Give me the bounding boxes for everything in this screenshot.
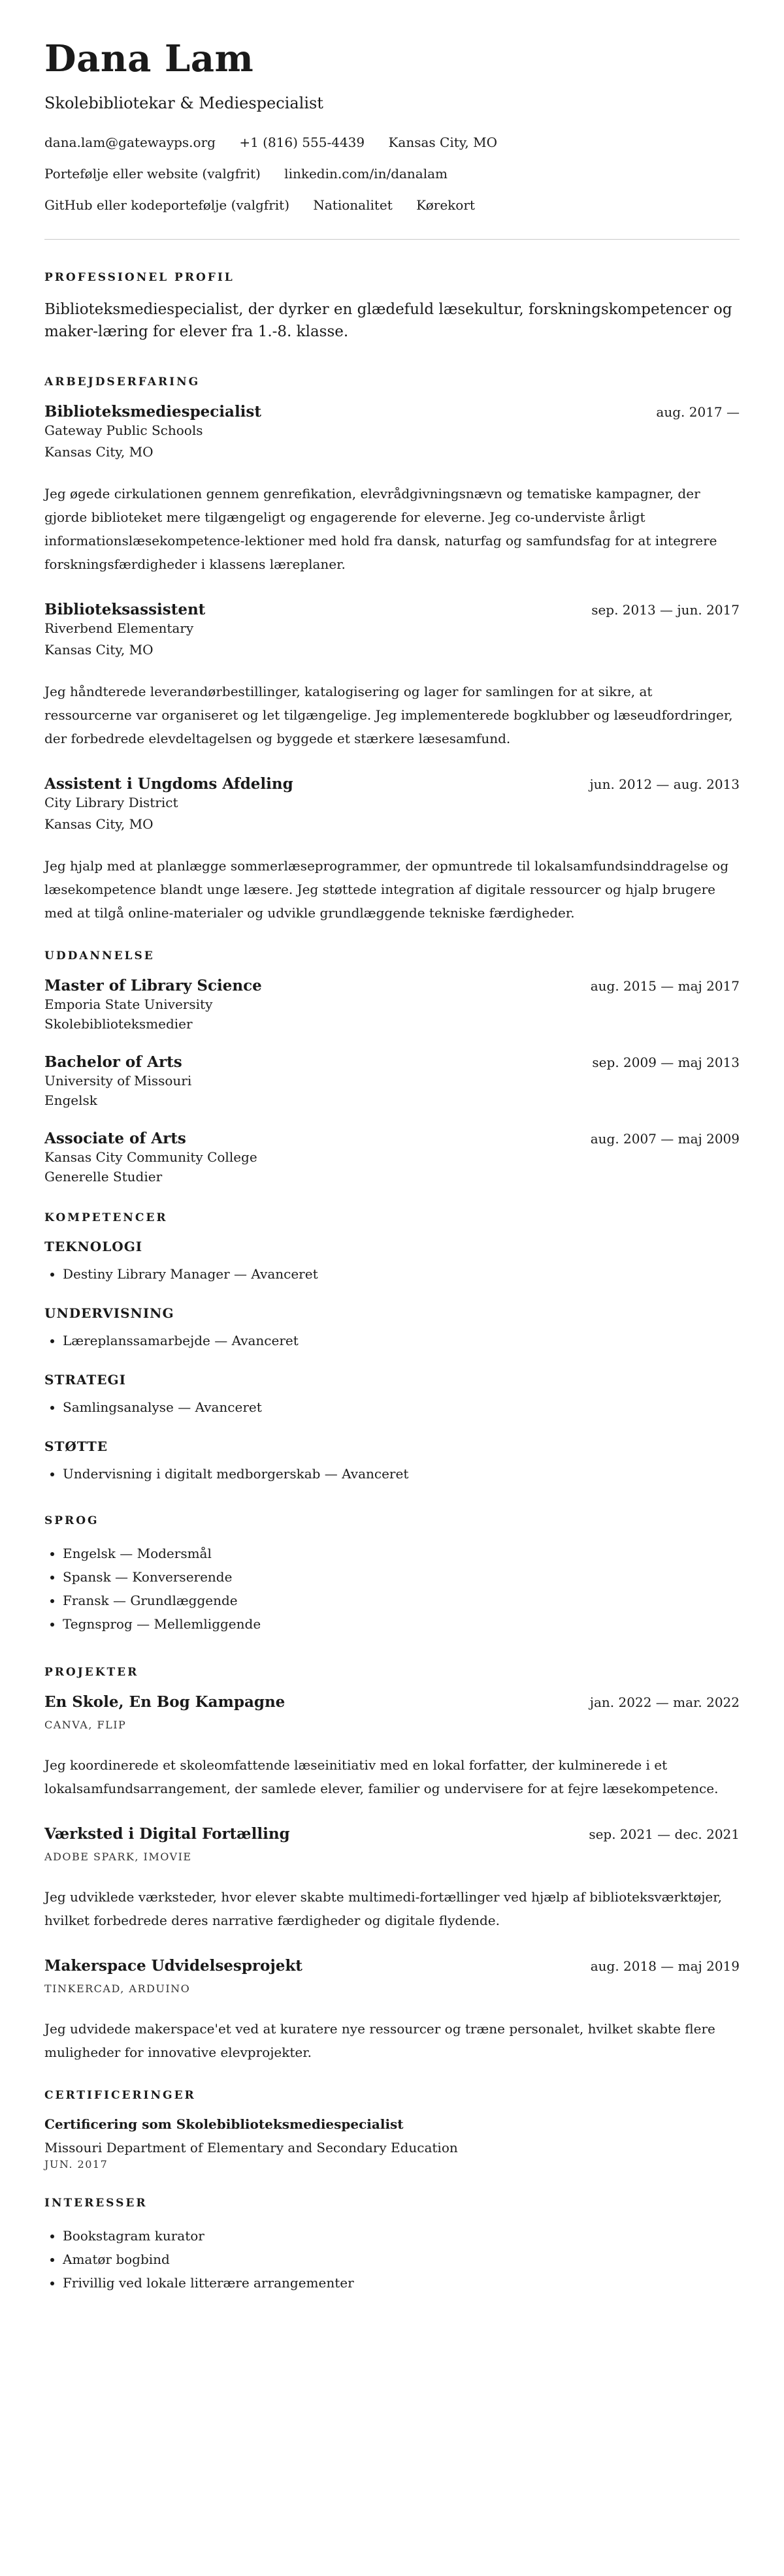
job-description: Jeg hjalp med at planlægge sommerlæseprogrammer, der opmuntrede til lokalsamfundsinddragelse og læsekompetence blandt unge læsere. Jeg støttede integration af digitale ressourcer og hjalp brugere med at tilgå online-materialer og udvikle grundlæggende tekniske færdigheder.: [44, 857, 729, 921]
profile-summary: Biblioteksmediespecialist, der dyrker en glædefuld læsekultur, forskningskompetencer og maker-læring for elever fra 1.-8. klasse.: [44, 300, 732, 340]
job-description: Jeg håndterede leverandørbestillinger, katalogisering og lager for samlingen for at sikre, at ressourcerne var organiseret og let tilgængelige. Jeg implementerede bogklubber og læseudfordringer, der forbedrede elevdeltagelsen og byggede et stærkere læsesamfund.: [44, 683, 733, 746]
study-field: Skolebiblioteksmedier: [44, 1015, 193, 1032]
language-item: • Engelsk — Modersmål: [63, 1542, 740, 1565]
language-item: • Spansk — Konverserende: [63, 1565, 740, 1589]
job-entry: [44, 403, 740, 576]
contact-row-3: [44, 197, 740, 213]
study-field: Engelsk: [44, 1092, 97, 1108]
github-text: GitHub eller kodeportefølje (valgfrit): [44, 197, 290, 213]
project-date: aug. 2018 — maj 2019: [590, 1958, 740, 1974]
certification-date: JUN. 2017: [44, 2157, 108, 2171]
skill-group-title: STØTTE: [44, 1438, 108, 1454]
interest-list: [44, 2224, 740, 2295]
section-heading: PROJEKTER: [44, 1665, 139, 1679]
degree-title: Master of Library Science: [44, 976, 262, 994]
education-entry: [44, 1053, 740, 1110]
education-entry: [44, 977, 740, 1034]
job-title: Assistent i Ungdoms Afdeling: [44, 774, 293, 793]
email-text: dana.lam@gatewayps.org: [44, 134, 216, 150]
skill-list: [44, 1395, 740, 1419]
skill-item: • Destiny Library Manager — Avanceret: [63, 1262, 740, 1286]
school-name: Kansas City Community College: [44, 1149, 257, 1165]
skill-list: [44, 1262, 740, 1286]
education-date: sep. 2009 — maj 2013: [592, 1054, 740, 1070]
certification-issuer: Missouri Department of Elementary and Secondary Education: [44, 2139, 458, 2155]
language-item: • Fransk — Grundlæggende: [63, 1589, 740, 1612]
education-entry: [44, 1130, 740, 1186]
section-heading: PROFESSIONEL PROFIL: [44, 270, 235, 284]
job-employer: City Library District: [44, 794, 178, 810]
job-date: aug. 2017 —: [656, 404, 740, 420]
skills-section: [44, 1211, 740, 1486]
school-name: Emporia State University: [44, 996, 213, 1012]
drivers-license-text: Kørekort: [416, 197, 475, 213]
job-title: Biblioteksmediespecialist: [44, 402, 261, 421]
skill-item: • Læreplanssamarbejde — Avanceret: [63, 1329, 740, 1352]
portfolio-text: Portefølje eller website (valgfrit): [44, 165, 261, 182]
nationality-text: Nationalitet: [313, 197, 393, 213]
project-description: Jeg koordinerede et skoleomfattende læseinitiativ med en lokal forfatter, der kulminerede i et lokalsamfundsarrangement, der samlede elever, familier og undervisere for at fejre læsekompetence.: [44, 1757, 719, 1796]
job-employer: Riverbend Elementary: [44, 620, 194, 636]
job-location: Kansas City, MO: [44, 641, 154, 658]
location-text: Kansas City, MO: [388, 134, 498, 150]
project-entry: [44, 1957, 740, 2064]
job-date: sep. 2013 — jun. 2017: [591, 601, 740, 618]
project-tech: ADOBE SPARK, IMOVIE: [44, 1850, 192, 1863]
job-entry: [44, 775, 740, 925]
project-title: En Skole, En Bog Kampagne: [44, 1693, 286, 1711]
interests-section: [44, 2197, 740, 2295]
skill-group-title: TEKNOLOGI: [44, 1238, 143, 1254]
project-entry: [44, 1825, 740, 1932]
section-heading: CERTIFICERINGER: [44, 2088, 196, 2102]
job-location: Kansas City, MO: [44, 816, 154, 832]
project-description: Jeg udviklede værksteder, hvor elever skabte multimedi-fortællinger ved hjælp af biblioteksværktøjer, hvilket forbedrede deres narrative færdigheder og digitale flydende.: [44, 1888, 722, 1928]
section-heading: KOMPETENCER: [44, 1211, 168, 1224]
phone-text: +1 (816) 555-4439: [239, 134, 365, 150]
contact-row-2: [44, 166, 740, 182]
degree-title: Associate of Arts: [44, 1129, 186, 1147]
experience-section: [44, 375, 740, 925]
interest-item: • Bookstagram kurator: [63, 2224, 740, 2248]
project-title: Makerspace Udvidelsesprojekt: [44, 1956, 302, 1975]
section-heading: UDDANNELSE: [44, 949, 155, 962]
skill-group-title: STRATEGI: [44, 1371, 126, 1388]
section-heading: ARBEJDSERFARING: [44, 375, 201, 389]
degree-title: Bachelor of Arts: [44, 1053, 182, 1071]
skill-item: • Undervisning i digitalt medborgerskab — Avanceret: [63, 1462, 740, 1486]
job-entry: [44, 601, 740, 750]
projects-section: [44, 1666, 740, 2064]
contact-row-1: [44, 135, 740, 150]
project-entry: [44, 1693, 740, 1800]
project-tech: CANVA, FLIP: [44, 1718, 127, 1731]
project-date: sep. 2021 — dec. 2021: [589, 1826, 740, 1842]
header-divider: [44, 239, 740, 240]
resume-header: [44, 39, 740, 213]
language-item: • Tegnsprog — Mellemliggende: [63, 1612, 740, 1636]
education-date: aug. 2015 — maj 2017: [590, 978, 740, 994]
certification-title: Certificering som Skolebiblioteksmediespecialist: [44, 2116, 404, 2132]
section-heading: INTERESSER: [44, 2196, 148, 2210]
section-heading: SPROG: [44, 1514, 99, 1527]
job-location: Kansas City, MO: [44, 443, 154, 460]
project-description: Jeg udvidede makerspace'et ved at kuratere nye ressourcer og træne personalet, hvilket skabte flere muligheder for innovative elevprojekter.: [44, 2020, 715, 2060]
project-date: jan. 2022 — mar. 2022: [589, 1694, 740, 1710]
languages-section: [44, 1514, 740, 1636]
certifications-section: [44, 2089, 740, 2171]
skill-list: [44, 1462, 740, 1486]
job-employer: Gateway Public Schools: [44, 422, 203, 438]
project-tech: TINKERCAD, ARDUINO: [44, 1982, 191, 1995]
linkedin-text: linkedin.com/in/danalam: [284, 165, 448, 182]
job-date: jun. 2012 — aug. 2013: [589, 776, 740, 792]
profile-section: [44, 271, 740, 343]
skill-group-title: UNDERVISNING: [44, 1305, 174, 1321]
school-name: University of Missouri: [44, 1072, 192, 1089]
job-description: Jeg øgede cirkulationen gennem genrefikation, elevrådgivningsnævn og tematiske kampagner, der gjorde biblioteket mere tilgængeligt og engagerende for eleverne. Jeg co-underviste årligt informationslæsekompetence-lektioner med hold fra dansk, naturfag og samfundsfag for at integrere forskningsfærdigheder i klassens læreplaner.: [44, 485, 717, 572]
interest-item: • Frivillig ved lokale litterære arrangementer: [63, 2271, 740, 2295]
project-title: Værksted i Digital Fortælling: [44, 1824, 290, 1843]
job-title: Biblioteksassistent: [44, 600, 206, 618]
language-list: [44, 1542, 740, 1636]
skill-item: • Samlingsanalyse — Avanceret: [63, 1395, 740, 1419]
study-field: Generelle Studier: [44, 1168, 163, 1185]
job-title: Skolebibliotekar & Mediespecialist: [44, 93, 323, 112]
skill-list: [44, 1329, 740, 1352]
education-date: aug. 2007 — maj 2009: [590, 1130, 740, 1147]
education-section: [44, 949, 740, 1186]
interest-item: • Amatør bogbind: [63, 2248, 740, 2271]
person-name: Dana Lam: [44, 37, 254, 80]
